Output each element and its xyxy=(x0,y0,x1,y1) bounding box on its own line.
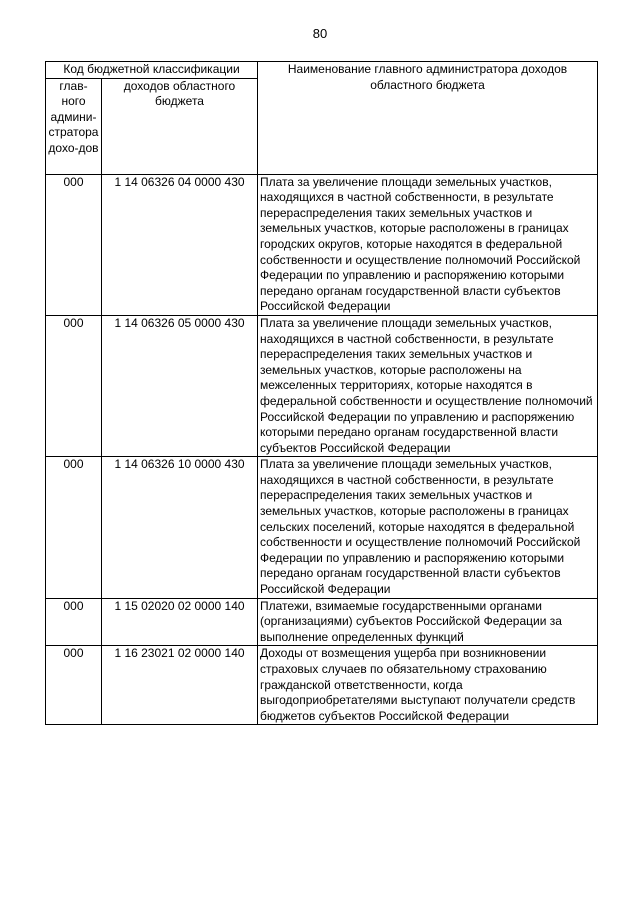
header-administrator-name: Наименование главного администратора доходов областного бюджета xyxy=(258,62,598,175)
income-code-cell: 1 16 23021 02 0000 140 xyxy=(102,646,258,725)
table-row xyxy=(46,646,598,725)
header-chief-administrator: глав-ного админи-стратора дохо-дов xyxy=(46,78,102,174)
income-name-cell: Платежи, взимаемые государственными органами (организациями) субъектов Российской Федерации за выполнение определенных функций xyxy=(258,598,598,646)
table-row xyxy=(46,598,598,646)
income-name-cell: Плата за увеличение площади земельных участков, находящихся в частной собственности, в результате перераспределения таких земельных участков и земельных участков, которые расположены в границах городских округов, которые находятся в федеральной собственности и осуществление полномочий Российской Федерации по управлению и распоряжению которыми передано органам государственной власти субъектов Российской Федерации xyxy=(258,174,598,315)
income-code-cell: 1 15 02020 02 0000 140 xyxy=(102,598,258,646)
admin-code-cell: 000 xyxy=(46,457,102,598)
admin-code-cell: 000 xyxy=(46,646,102,725)
income-code-cell: 1 14 06326 10 0000 430 xyxy=(102,457,258,598)
income-code-cell: 1 14 06326 04 0000 430 xyxy=(102,174,258,315)
income-name-cell: Плата за увеличение площади земельных участков, находящихся в частной собственности, в результате перераспределения таких земельных участков и земельных участков, которые расположены на межселенных территориях, которые находятся в федеральной собственности и осуществление полномочий Российской Федерации по управлению и распоряжению которыми передано органам государственной власти субъектов Российской Федерации xyxy=(258,315,598,456)
page-number: 80 xyxy=(312,26,328,41)
budget-classification-table xyxy=(45,61,598,725)
income-code-cell: 1 14 06326 05 0000 430 xyxy=(102,315,258,456)
header-regional-income: доходов областного бюджета xyxy=(102,78,258,174)
table-row xyxy=(46,457,598,598)
admin-code-cell: 000 xyxy=(46,315,102,456)
admin-code-cell: 000 xyxy=(46,598,102,646)
table-row xyxy=(46,174,598,315)
income-name-cell: Доходы от возмещения ущерба при возникновении страховых случаев по обязательному страхованию гражданской ответственности, когда выгодоприобретателями выступают получатели средств бюджетов субъектов Российской Федерации xyxy=(258,646,598,725)
table-row xyxy=(46,315,598,456)
admin-code-cell: 000 xyxy=(46,174,102,315)
header-budget-classification-code: Код бюджетной классификации xyxy=(46,62,258,79)
header-row-group xyxy=(46,62,598,79)
income-name-cell: Плата за увеличение площади земельных участков, находящихся в частной собственности, в результате перераспределения таких земельных участков и земельных участков, которые расположены в границах сельских поселений, которые находятся в федеральной собственности и осуществление полномочий Российской Федерации по управлению и распоряжению которыми передано органам государственной власти субъектов Российской Федерации xyxy=(258,457,598,598)
